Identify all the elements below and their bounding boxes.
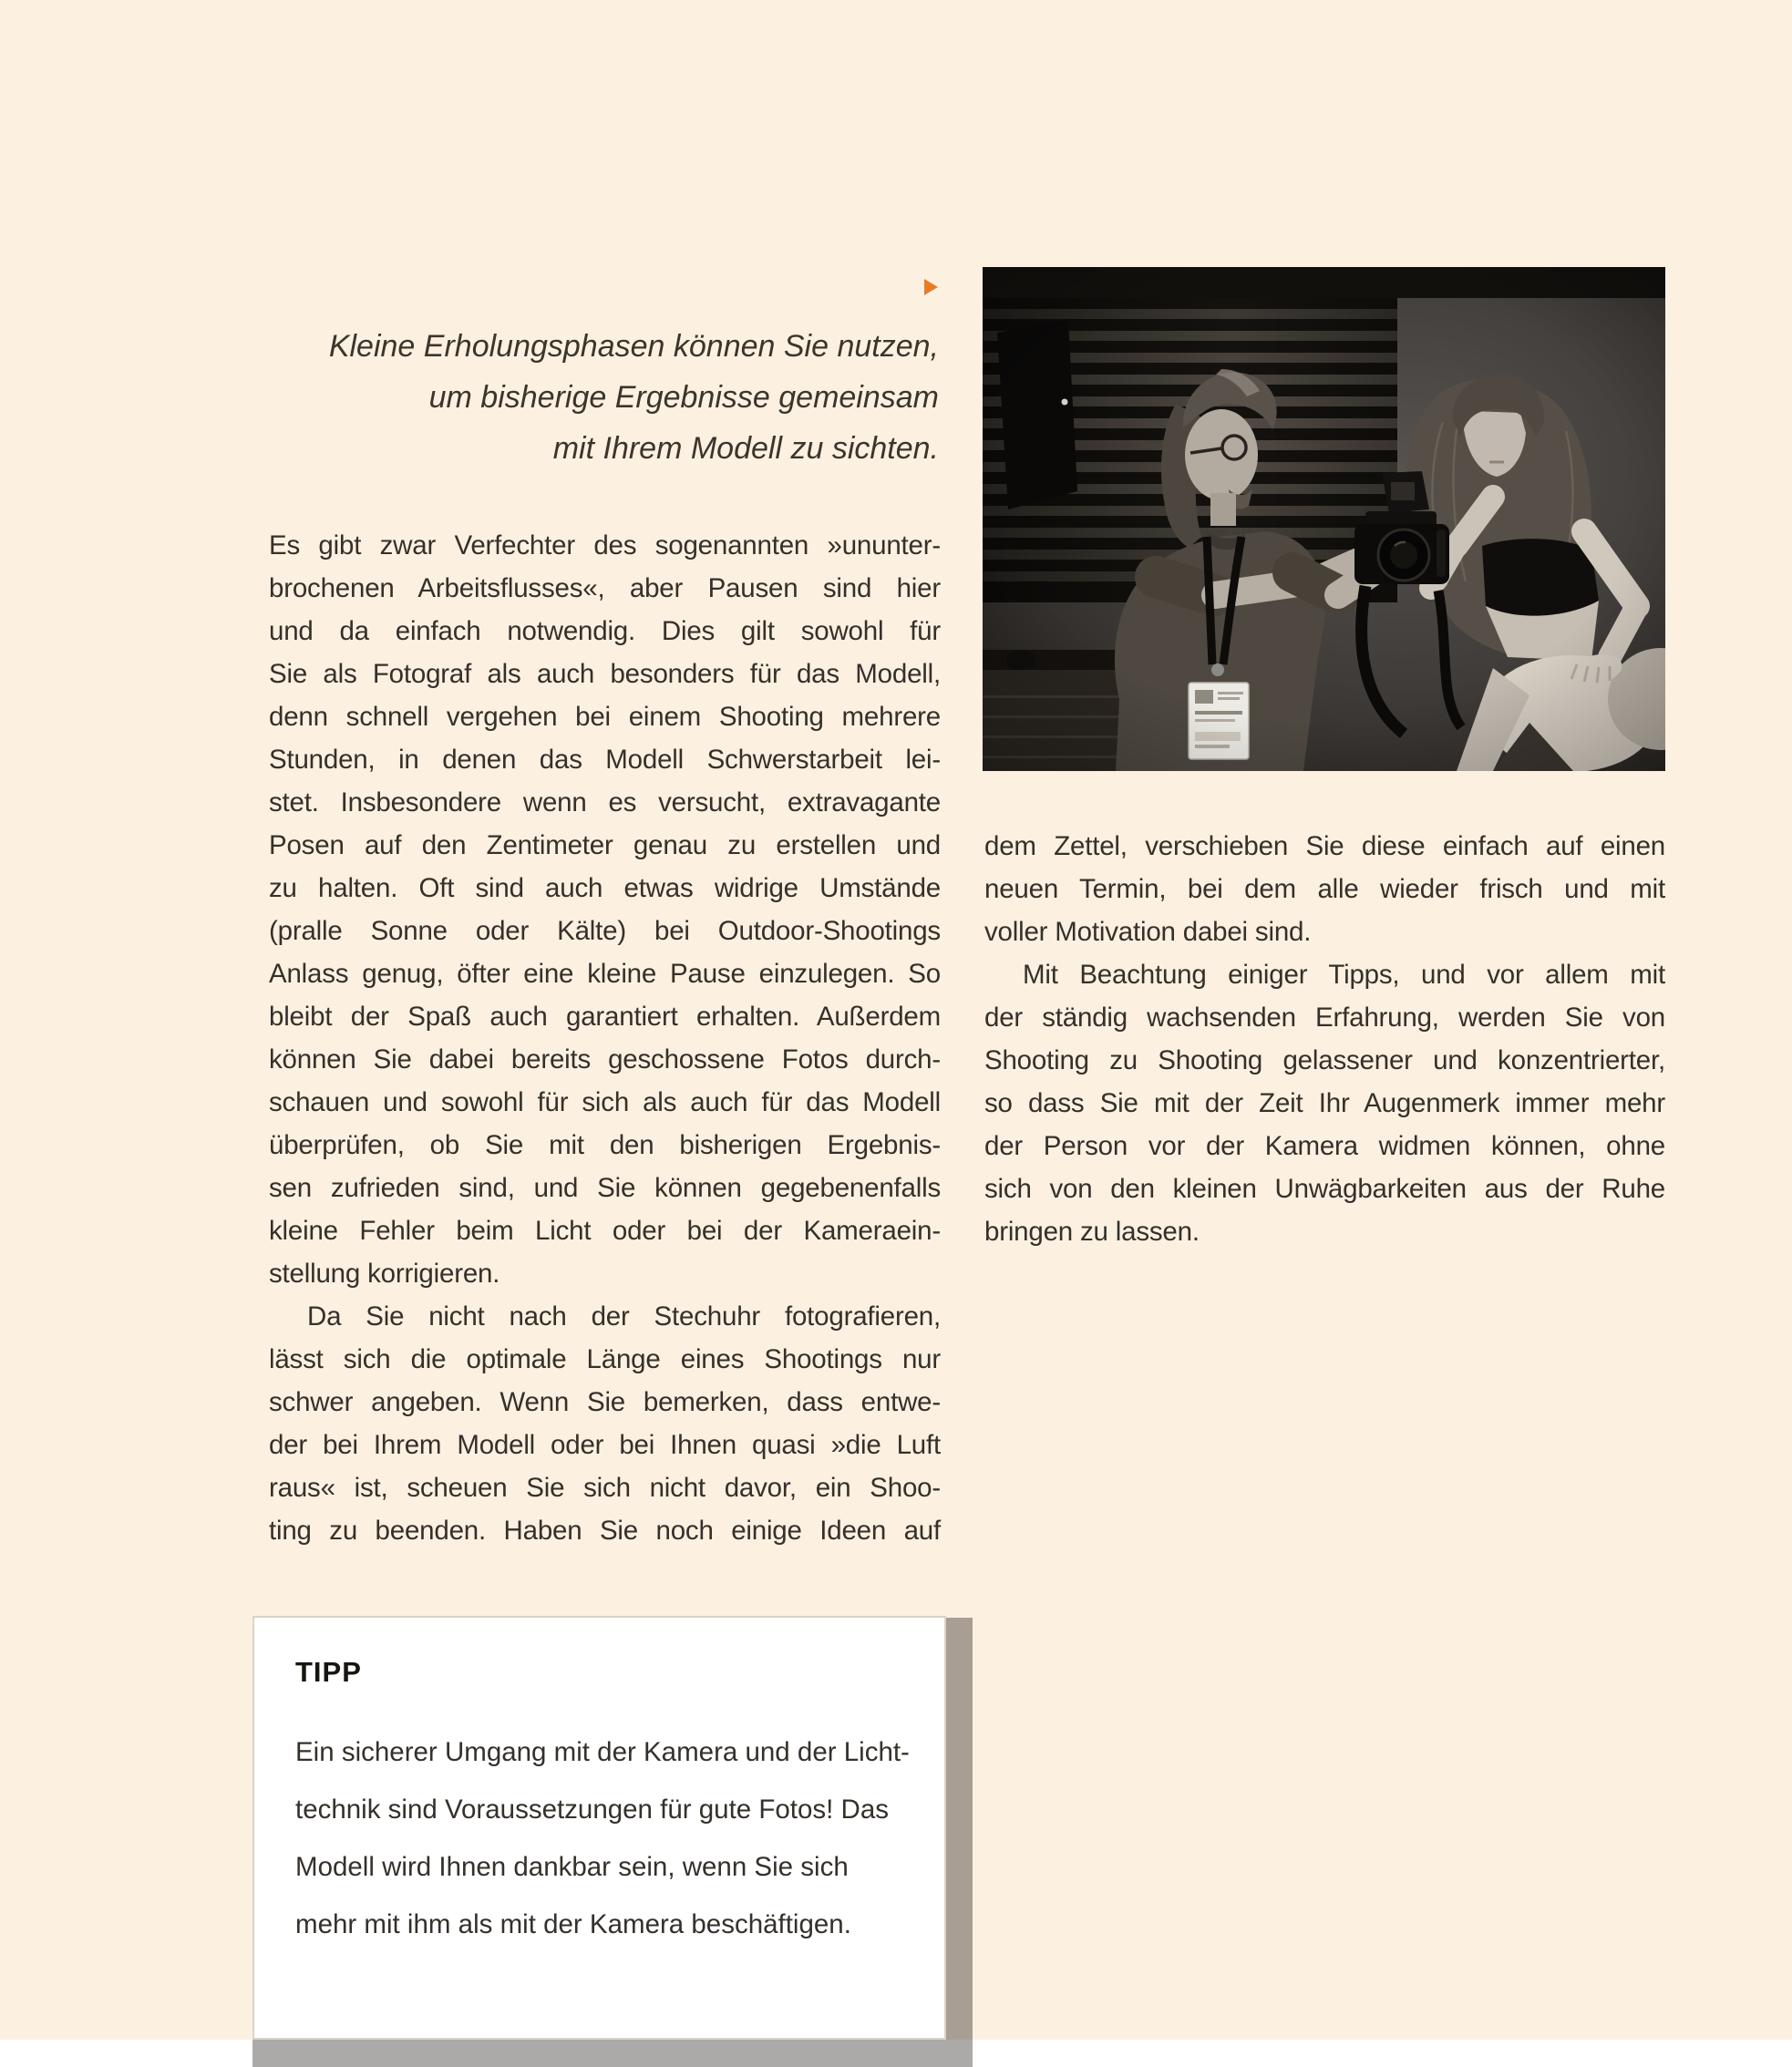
photo bbox=[983, 267, 1665, 771]
tip-box-shadow-right bbox=[946, 1618, 973, 2067]
text-line: mehr mit ihm als mit der Kamera beschäftigen. bbox=[295, 1909, 851, 1939]
text-line: raus« ist, scheuen Sie sich nicht davor, ein Shoo- bbox=[269, 1473, 941, 1503]
tip-box-title: TIPP bbox=[295, 1656, 362, 1688]
caption-pointer-icon bbox=[924, 279, 938, 295]
text-line: können Sie dabei bereits geschossene Fotos durch- bbox=[269, 1044, 941, 1075]
text-line: Es gibt zwar Verfechter des sogenannten »ununter- bbox=[269, 530, 941, 560]
text-line: brochenen Arbeitsflusses«, aber Pausen sind hier bbox=[269, 573, 941, 603]
paragraph bbox=[984, 825, 1665, 953]
text-line: überprüfen, ob Sie mit den bisherigen Ergebnis- bbox=[269, 1130, 941, 1160]
text-line: sen zufrieden sind, und Sie können gegebenenfalls bbox=[269, 1173, 941, 1203]
paragraph bbox=[984, 953, 1665, 1253]
tip-box-body bbox=[295, 1723, 910, 1953]
text-line: dem Zettel, verschieben Sie diese einfach auf einen bbox=[984, 831, 1665, 861]
text-line: Ein sicherer Umgang mit der Kamera und der Licht- bbox=[295, 1737, 910, 1767]
tip-box bbox=[252, 1616, 946, 2040]
right-text-column bbox=[984, 825, 1665, 1253]
text-line: und da einfach notwendig. Dies gilt sowohl für bbox=[269, 616, 941, 646]
text-line: Modell wird Ihnen dankbar sein, wenn Sie sich bbox=[295, 1852, 849, 1882]
text-line: Posen auf den Zentimeter genau zu erstellen und bbox=[269, 830, 941, 860]
text-line: Sie als Fotograf als auch besonders für das Modell, bbox=[269, 659, 941, 689]
text-line: der ständig wachsenden Erfahrung, werden Sie von bbox=[984, 1003, 1665, 1033]
text-line: bleibt der Spaß auch garantiert erhalten. Außerdem bbox=[269, 1002, 941, 1032]
text-line: voller Motivation dabei sind. bbox=[984, 917, 1312, 947]
text-line: so dass Sie mit der Zeit Ihr Augenmerk immer mehr bbox=[984, 1088, 1665, 1118]
paragraph bbox=[269, 524, 941, 1295]
text-line: um bisherige Ergebnisse gemeinsam bbox=[428, 380, 939, 415]
text-line: der Person vor der Kamera widmen können, ohne bbox=[984, 1131, 1665, 1161]
text-line: Shooting zu Shooting gelassener und konzentrierter, bbox=[984, 1045, 1665, 1075]
text-line: Mit Beachtung einiger Tipps, und vor allem mit bbox=[1023, 960, 1665, 990]
text-line: technik sind Voraussetzungen für gute Fotos! Das bbox=[295, 1794, 890, 1825]
text-line: der bei Ihrem Modell oder bei Ihnen quasi »die Luft bbox=[269, 1430, 941, 1460]
photo-caption bbox=[269, 321, 939, 474]
text-line: schwer angeben. Wenn Sie bemerken, dass entwe- bbox=[269, 1387, 941, 1417]
text-line: stellung korrigieren. bbox=[269, 1259, 500, 1289]
text-line: stet. Insbesondere wenn es versucht, extravagante bbox=[269, 787, 941, 818]
left-text-column bbox=[269, 524, 941, 1552]
paragraph bbox=[269, 1295, 941, 1552]
text-line: Anlass genug, öfter eine kleine Pause einzulegen. So bbox=[269, 959, 941, 989]
text-line: Kleine Erholungsphasen können Sie nutzen, bbox=[328, 329, 939, 364]
text-line: Da Sie nicht nach der Stechuhr fotografieren, bbox=[307, 1301, 941, 1332]
text-line: sich von den kleinen Unwägbarkeiten aus der Ruhe bbox=[984, 1174, 1665, 1204]
tip-box-shadow-bottom bbox=[252, 2040, 973, 2067]
text-line: lässt sich die optimale Länge eines Shootings nur bbox=[269, 1344, 941, 1374]
photo-illustration bbox=[983, 267, 1665, 771]
text-line: ting zu beenden. Haben Sie noch einige Ideen auf bbox=[269, 1516, 941, 1546]
photo-vignette bbox=[983, 267, 1665, 771]
text-line: Stunden, in denen das Modell Schwerstarbeit lei- bbox=[269, 745, 941, 775]
text-line: kleine Fehler beim Licht oder bei der Kameraein- bbox=[269, 1216, 941, 1246]
text-line: (pralle Sonne oder Kälte) bei Outdoor-Shootings bbox=[269, 916, 941, 946]
text-line: denn schnell vergehen bei einem Shooting mehrere bbox=[269, 702, 941, 732]
text-line: schauen und sowohl für sich als auch für das Modell bbox=[269, 1087, 941, 1117]
text-line: bringen zu lassen. bbox=[984, 1217, 1200, 1247]
text-line: neuen Termin, bei dem alle wieder frisch und mit bbox=[984, 874, 1665, 904]
text-line: mit Ihrem Modell zu sichten. bbox=[552, 431, 939, 466]
text-line: zu halten. Oft sind auch etwas widrige Umstände bbox=[269, 873, 941, 903]
